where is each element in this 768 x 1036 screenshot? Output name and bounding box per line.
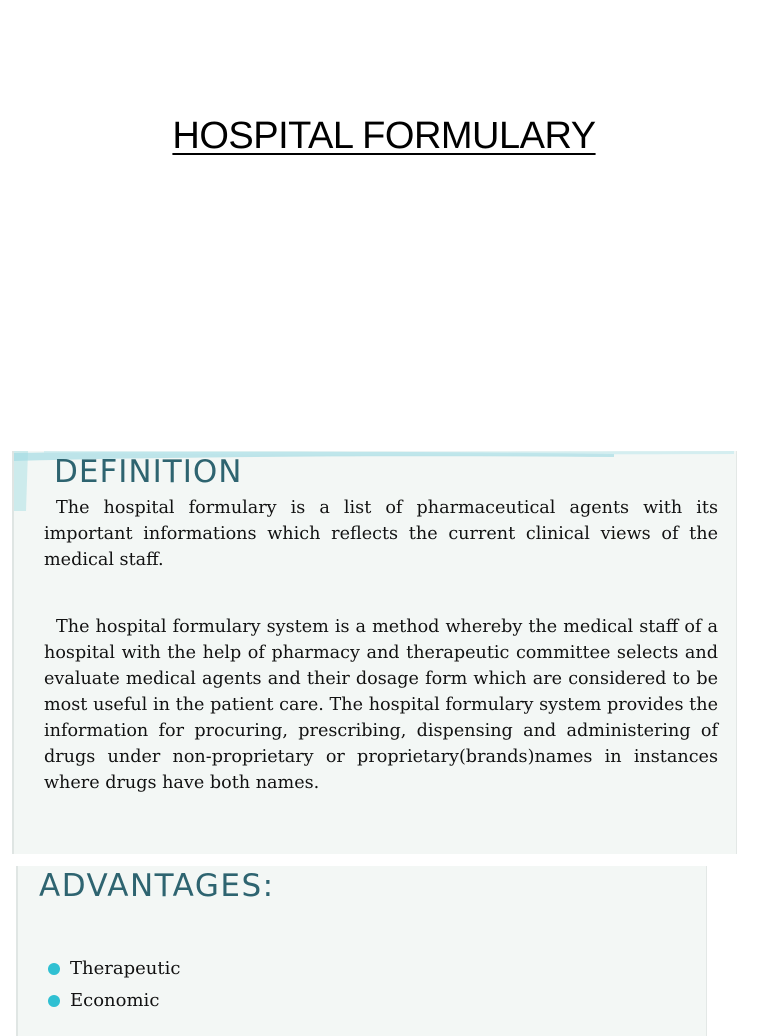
list-item-label: Economic: [70, 990, 160, 1011]
advantages-slide: [16, 866, 707, 1036]
definition-paragraph: The hospital formulary is a list of pharmaceutical agents with its important informations which reflects the current clinical views of the medical staff.: [44, 498, 718, 570]
advantages-heading: ADVANTAGES:: [39, 868, 275, 904]
page-title: HOSPITAL FORMULARY: [172, 115, 596, 157]
definition-heading: DEFINITION: [54, 454, 243, 490]
formulary-system-paragraph: The hospital formulary system is a method whereby the medical staff of a hospital with the help of pharmacy and therapeutic committee selects and evaluate medical agents and their dosage form which are considered to be most useful in the patient care. The hospital formulary system provides the information for procuring, prescribing, dispensing and administering of drugs under non-proprietary or proprietary(brands)names in instances where drugs have both names.: [44, 617, 718, 793]
list-item: [46, 956, 180, 988]
list-item-label: Therapeutic: [70, 958, 181, 979]
bullet-icon: [48, 995, 60, 1007]
definition-slide: [12, 451, 737, 854]
list-item: [46, 988, 180, 1020]
advantages-list: [46, 956, 180, 1020]
bullet-icon: [48, 963, 60, 975]
